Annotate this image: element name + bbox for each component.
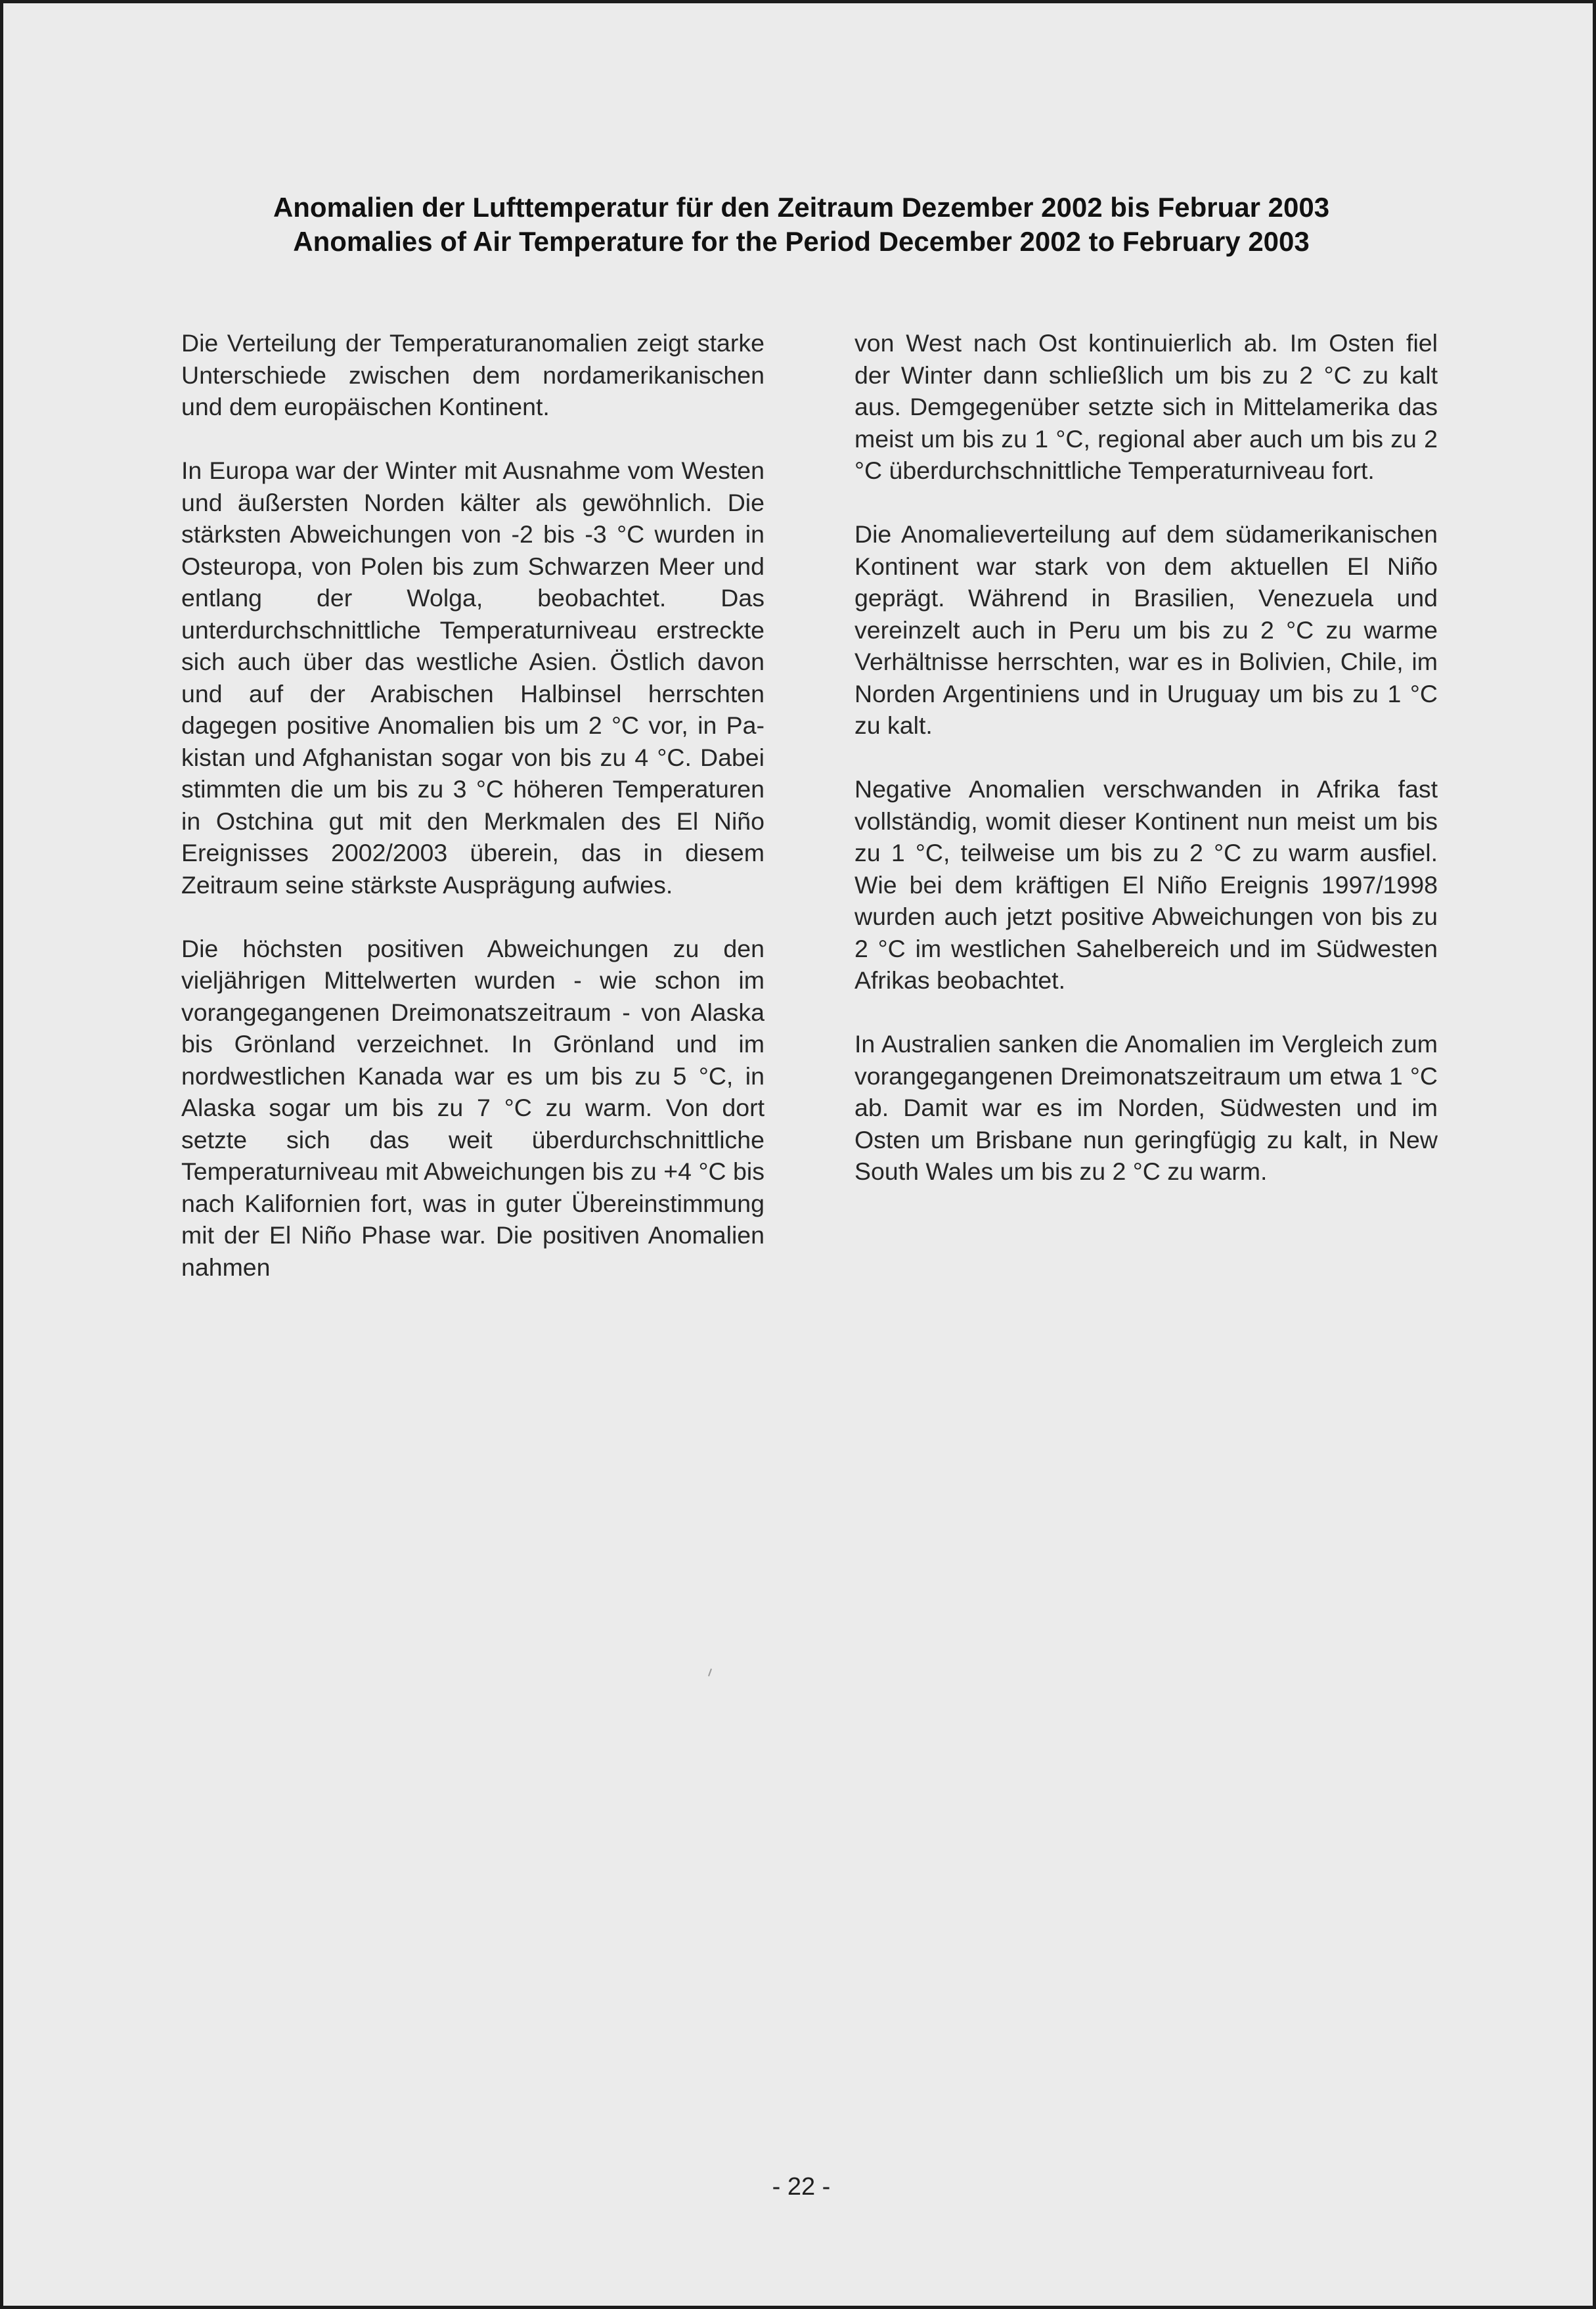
paragraph-central-america: von West nach Ost kontinuierlich ab. Im Osten fiel der Winter dann schließlich um bis zu 2 °C zu kalt aus. Demgegenüber setzte sich in Mittelamerika das meist um bis zu 1 °C, regional aber auch um bis zu 2 °C überdurchschnittliche Temperaturniveau fort. bbox=[854, 329, 1438, 484]
title-english: Anomalies of Air Temperature for the Period December 2002 to February 2003 bbox=[293, 226, 1310, 257]
right-column bbox=[854, 327, 1438, 1188]
page-number: - 22 - bbox=[772, 2173, 831, 2201]
paragraph-europe: In Europa war der Winter mit Ausnahme vom Westen und äußersten Norden kälter als gewöhnlich. Die stärksten Abweichungen von -2 bis -3 °C wurden in Osteuropa, von Polen bis zum Schwarzen Meer und entlang der Wolga, beobachtet. Das unterdurchschnittliche Temperaturniveau erstreckte sich auch über das westliche Asien. Östlich davon und auf der Arabischen Halbinsel herrschten dagegen positive Anomalien bis um 2 °C vor, in Pakistan und Afghanistan sogar von bis zu 4 °C. Dabei stimmten die um bis zu 3 °C höheren Temperaturen in Ostchina gut mit den Merkmalen des El Niño Ereignisses 2002/2003 überein, das in diesem Zeitraum seine stärkste Ausprägung aufwies. bbox=[181, 457, 765, 899]
paragraph-intro: Die Verteilung der Temperaturanomalien zeigt starke Unterschiede zwischen dem nordamerikanischen und dem europäischen Kontinent. bbox=[181, 329, 765, 420]
paragraph-africa: Negative Anomalien verschwanden in Afrika fast vollständig, womit dieser Kontinent nun meist um bis zu 1 °C, teilweise um bis zu 2 °C zu warm ausfiel. Wie bei dem kräftigen El Niño Ereignis 1997/1998 wurden auch jetzt positive Abweichungen von bis zu 2 °C im westlichen Sahelbereich und im Südwesten Afrikas beobachtet. bbox=[854, 775, 1438, 994]
page-title bbox=[135, 191, 1468, 259]
paragraph-south-america: Die Anomalieverteilung auf dem südamerikanischen Kontinent war stark von dem aktuellen El Niño geprägt. Während in Brasilien, Venezuela und vereinzelt auch in Peru um bis zu 2 °C zu warme Verhältnisse herrschten, war es in Bolivien, Chile, im Norden Argentiniens und in Uruguay um bis zu 1 °C zu kalt. bbox=[854, 520, 1438, 739]
paragraph-australia: In Australien sanken die Anomalien im Vergleich zum vorangegangenen Dreimonatszeitraum um etwa 1 °C ab. Damit war es im Norden, Südwesten und im Osten um Brisbane nun geringfügig zu kalt, in New South Wales um bis zu 2 °C zu warm. bbox=[854, 1030, 1438, 1185]
scan-speck bbox=[708, 1669, 712, 1676]
paragraph-north-america: Die höchsten positiven Abweichungen zu den vieljährigen Mittelwerten wurden - wie schon im vorangegangenen Dreimonatszeitraum - von Alaska bis Grönland verzeichnet. In Grönland und im nordwestlichen Kanada war es um bis zu 5 °C, in Alaska sogar um bis zu 7 °C zu warm. Von dort setzte sich das weit überdurchschnittliche Temperaturniveau mit Abweichungen bis zu +4 °C bis nach Kalifornien fort, was in guter Übereinstimmung mit der El Niño Phase war. Die positiven Anomalien nahmen bbox=[181, 934, 765, 1281]
left-column bbox=[181, 327, 765, 1283]
title-german: Anomalien der Lufttemperatur für den Zeitraum Dezember 2002 bis Februar 2003 bbox=[273, 192, 1330, 223]
